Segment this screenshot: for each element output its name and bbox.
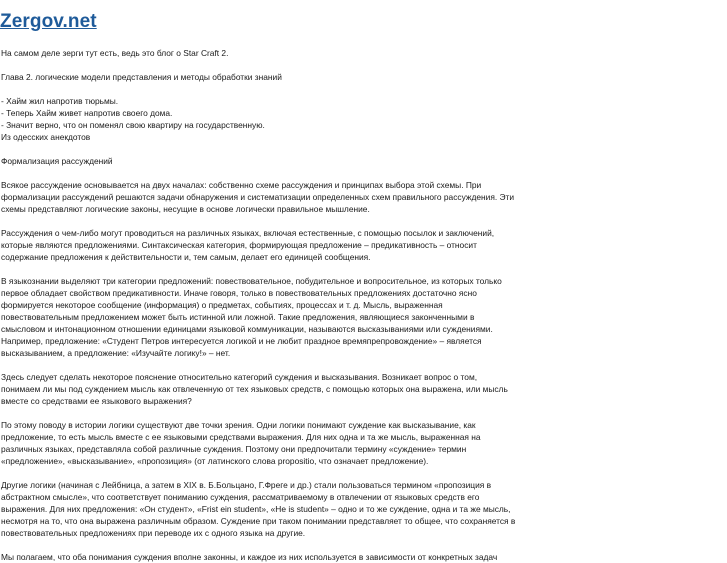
paragraph-4-line-1: Формализация рассуждений xyxy=(1,156,113,166)
paragraph-7-line-7: высказыванием, а предложение: «Изучайте логику!» – нет. xyxy=(1,348,231,358)
paragraph-10-line-5: повествовательных предложениях при переводе их с одного языка на другие. xyxy=(1,528,306,538)
paragraph-7-line-6: Например, предложение: «Студент Петров интересуется логикой и не любит праздное времяпрепровождение» – является xyxy=(1,336,482,346)
paragraph-8-line-2: понимаем ли мы под суждением мысль как отвлеченную от тех языковых средств, с помощью которых она выражена, или мысль xyxy=(1,384,508,394)
paragraph-3-line-3: - Значит верно, что он поменял свою квартиру на государственную. xyxy=(1,120,265,130)
paragraph-8-line-1: Здесь следует сделать некоторое пояснение относительно категорий суждения и высказывания. Возникает вопрос о том, xyxy=(1,372,478,382)
paragraph-10-line-2: абстрактном смысле», что соответствует пониманию суждения, рассматриваемому в отвлечении от языковых средств его xyxy=(1,492,480,502)
paragraph-7-line-4: повествовательным предложением может быть истинной или ложной. Такие предложения, являющиеся законченными в xyxy=(1,312,475,322)
paragraph-7-line-1: В языкознании выделяют три категории предложений: повествовательное, побудительное и вопросительное, из которых только xyxy=(1,276,502,286)
paragraph-6-line-3: содержание предложения к действительности и, тем самым, делает его единицей сообщения. xyxy=(1,252,371,262)
paragraph-7-line-2: первое обладает свойством предикативности. Иначе говоря, только в повествовательных предложениях достаточно ясно xyxy=(1,288,477,298)
paragraph-1-line-1: На самом деле зерги тут есть, ведь это блог о Star Craft 2. xyxy=(1,48,229,58)
paragraph-3-line-2: - Теперь Хайм живет напротив своего дома. xyxy=(1,108,173,118)
paragraph-7-line-3: формируется некоторое сообщение (информация) о предметах, событиях, процессах и т. д. Мысль, выраженная xyxy=(1,300,443,310)
paragraph-10-line-1: Другие логики (начиная с Лейбница, а затем в XIX в. Б.Больцано, Г.Фреге и др.) стали пользоваться термином «пропозиция в xyxy=(1,480,492,490)
paragraph-11-line-1: Мы полагаем, что оба понимания суждения вполне законны, и каждое из них используется в зависимости от конкретных задач xyxy=(1,552,498,562)
paragraph-5-line-2: формализации рассуждений решаются задачи обнаружения и систематизации определенных схем правильного рассуждения. Эти xyxy=(1,192,515,202)
paragraph-10-line-4: несмотря на то, что она выражена различным образом. Суждение при таком понимании представляет то общее, что сохраняется в xyxy=(1,516,516,526)
paragraph-6-line-1: Рассуждения о чем-либо могут проводиться на различных языках, включая естественные, с помощью посылок и заключений, xyxy=(1,228,495,238)
paragraph-5-line-3: схемы представляют логические законы, несущие в основе логически правильное мышление. xyxy=(1,204,370,214)
paragraph-5-line-1: Всякое рассуждение основывается на двух началах: собственно схеме рассуждения и принципах выбора этой схемы. При xyxy=(1,180,482,190)
paragraph-10-line-3: выражения. Для них предложения: «Он студент», «Frist ein student», «He is student» – одно и то же суждение, одна и та же мысль, xyxy=(1,504,511,514)
paragraph-8-line-3: вместе со средствами ее языкового выражения? xyxy=(1,396,192,406)
paragraph-9-line-2: предложение, то есть мысль вместе с ее языковыми средствами выражения. Для них одна и та же мысль, выраженная на xyxy=(1,432,481,442)
paragraph-9-line-4: «предложение», «высказывание», «пропозиция» (от латинского слова propositio, что означает предложение). xyxy=(1,456,429,466)
paragraph-7-line-5: смысловом и интонационном отношении единицами языковой коммуникации, называются высказываниями или суждениями. xyxy=(1,324,493,334)
paragraph-3-line-1: - Хайм жил напротив тюрьмы. xyxy=(1,96,119,106)
paragraph-2-line-1: Глава 2. логические модели представления и методы обработки знаний xyxy=(1,72,282,82)
site-title-link[interactable]: Zergov.net xyxy=(0,11,97,32)
paragraph-3-line-4: Из одесских анекдотов xyxy=(1,132,91,142)
paragraph-9-line-1: По этому поводу в истории логики существуют две точки зрения. Одни логики понимают суждение как высказывание, как xyxy=(1,420,476,430)
paragraph-9-line-3: различных языках, представляла собой различные суждения. Поэтому они предпочитали термину «суждение» термин xyxy=(1,444,467,454)
paragraph-6-line-2: которые являются предложениями. Синтаксическая категория, формирующая предложение – предикативность – относит xyxy=(1,240,477,250)
